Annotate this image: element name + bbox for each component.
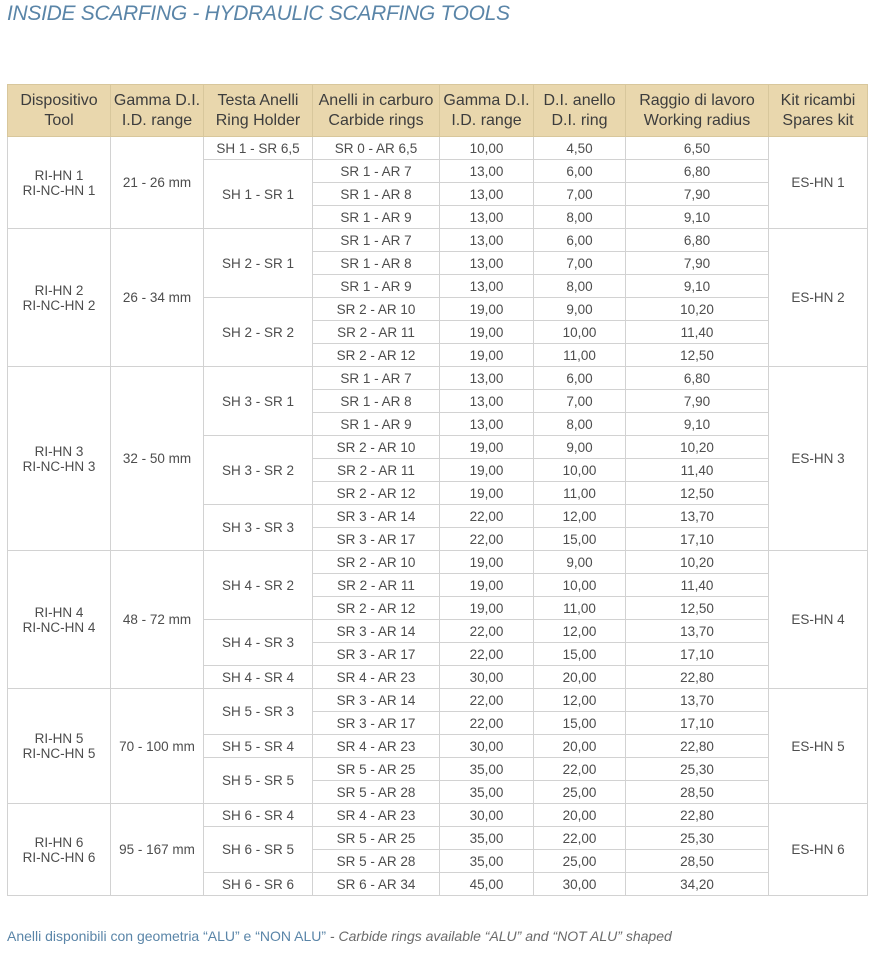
working-radius: 6,80 [626,367,769,390]
carbide-ring: SR 3 - AR 14 [313,505,440,528]
carbide-ring: SR 2 - AR 12 [313,344,440,367]
ring-id-range: 13,00 [440,390,534,413]
tool-code: RI-HN 3 [34,443,84,459]
working-radius: 25,30 [626,758,769,781]
tool-cell [8,137,111,229]
ring-id-range: 19,00 [440,597,534,620]
ring-inner-diameter: 20,00 [534,804,626,827]
working-radius: 12,50 [626,597,769,620]
working-radius: 25,30 [626,827,769,850]
ring-id-range: 19,00 [440,298,534,321]
ring-holder: SH 2 - SR 2 [204,298,313,367]
ring-inner-diameter: 12,00 [534,620,626,643]
ring-id-range: 22,00 [440,643,534,666]
working-radius: 28,50 [626,781,769,804]
ring-inner-diameter: 7,00 [534,183,626,206]
tool-code: RI-HN 4 [34,604,84,620]
ring-id-range: 22,00 [440,505,534,528]
ring-inner-diameter: 15,00 [534,528,626,551]
ring-holder: SH 4 - SR 3 [204,620,313,666]
carbide-ring: SR 1 - AR 7 [313,229,440,252]
ring-inner-diameter: 25,00 [534,781,626,804]
working-radius: 22,80 [626,804,769,827]
ring-holder: SH 1 - SR 1 [204,160,313,229]
working-radius: 17,10 [626,528,769,551]
ring-inner-diameter: 6,00 [534,229,626,252]
ring-id-range: 22,00 [440,620,534,643]
footnote [7,928,672,944]
ring-holder: SH 5 - SR 3 [204,689,313,735]
carbide-ring: SR 2 - AR 11 [313,321,440,344]
carbide-ring: SR 1 - AR 7 [313,160,440,183]
table-row [8,367,868,390]
ring-inner-diameter: 15,00 [534,643,626,666]
ring-inner-diameter: 10,00 [534,459,626,482]
working-radius: 34,20 [626,873,769,896]
ring-inner-diameter: 6,00 [534,367,626,390]
tool-code: RI-HN 1 [34,167,84,183]
ring-holder: SH 1 - SR 6,5 [204,137,313,160]
working-radius: 9,10 [626,275,769,298]
working-radius: 11,40 [626,574,769,597]
ring-id-range: 30,00 [440,804,534,827]
footnote-italian: Anelli disponibili con geometria “ALU” e “NON ALU” [7,928,327,944]
ring-inner-diameter: 8,00 [534,413,626,436]
carbide-ring: SR 2 - AR 12 [313,597,440,620]
carbide-ring: SR 4 - AR 23 [313,735,440,758]
ring-inner-diameter: 12,00 [534,689,626,712]
ring-inner-diameter: 22,00 [534,827,626,850]
tool-code: RI-HN 2 [34,282,84,298]
working-radius: 10,20 [626,298,769,321]
carbide-ring: SR 2 - AR 12 [313,482,440,505]
column-header [8,85,111,137]
carbide-ring: SR 5 - AR 25 [313,758,440,781]
ring-id-range: 19,00 [440,551,534,574]
working-radius: 13,70 [626,505,769,528]
carbide-ring: SR 4 - AR 23 [313,804,440,827]
ring-id-range: 22,00 [440,528,534,551]
working-radius: 11,40 [626,321,769,344]
carbide-ring: SR 1 - AR 8 [313,183,440,206]
ring-holder: SH 6 - SR 5 [204,827,313,873]
tool-code: RI-HN 6 [34,834,84,850]
ring-id-range: 35,00 [440,758,534,781]
ring-id-range: 13,00 [440,160,534,183]
tool-code: RI-HN 5 [34,731,84,746]
working-radius: 22,80 [626,666,769,689]
ring-holder: SH 4 - SR 4 [204,666,313,689]
tool-id-range: 95 - 167 mm [111,804,204,896]
carbide-ring: SR 3 - AR 17 [313,712,440,735]
working-radius: 6,80 [626,229,769,252]
tool-id-range: 48 - 72 mm [111,551,204,689]
working-radius: 13,70 [626,620,769,643]
working-radius: 6,50 [626,137,769,160]
page-title: INSIDE SCARFING - HYDRAULIC SCARFING TOOLS [7,2,510,25]
tool-code: RI-NC-HN 3 [22,458,96,474]
footnote-english: - Carbide rings available “ALU” and “NOT ALU” shaped [326,928,672,944]
tool-id-range: 26 - 34 mm [111,229,204,367]
ring-id-range: 19,00 [440,321,534,344]
carbide-ring: SR 2 - AR 10 [313,551,440,574]
ring-inner-diameter: 7,00 [534,252,626,275]
ring-id-range: 13,00 [440,413,534,436]
ring-id-range: 10,00 [440,137,534,160]
spares-kit: ES-HN 4 [769,551,868,689]
ring-inner-diameter: 8,00 [534,206,626,229]
table-row [8,137,868,160]
header-label-en: Ring Holder [215,111,301,129]
working-radius: 7,90 [626,252,769,275]
ring-inner-diameter: 4,50 [534,137,626,160]
working-radius: 6,80 [626,160,769,183]
carbide-ring: SR 2 - AR 11 [313,574,440,597]
spares-kit: ES-HN 5 [769,689,868,804]
working-radius: 9,10 [626,413,769,436]
table-row [8,804,868,827]
tool-code: RI-NC-HN 2 [22,297,96,313]
table-row [8,229,868,252]
carbide-ring: SR 3 - AR 14 [313,689,440,712]
working-radius: 17,10 [626,712,769,735]
ring-holder: SH 2 - SR 1 [204,229,313,298]
working-radius: 12,50 [626,344,769,367]
tool-code: RI-NC-HN 5 [22,746,96,761]
header-label-en: I.D. range [451,111,522,129]
working-radius: 28,50 [626,850,769,873]
working-radius: 7,90 [626,390,769,413]
ring-id-range: 19,00 [440,344,534,367]
ring-id-range: 13,00 [440,367,534,390]
carbide-ring: SR 2 - AR 11 [313,459,440,482]
ring-holder: SH 4 - SR 2 [204,551,313,620]
header-label-en: Carbide rings [328,111,424,129]
column-header [534,85,626,137]
table-row [8,551,868,574]
ring-inner-diameter: 20,00 [534,735,626,758]
ring-id-range: 22,00 [440,712,534,735]
ring-inner-diameter: 10,00 [534,321,626,344]
tool-id-range: 70 - 100 mm [111,689,204,804]
header-label-it: Kit ricambi [780,91,856,109]
working-radius: 7,90 [626,183,769,206]
ring-id-range: 35,00 [440,827,534,850]
carbide-ring: SR 6 - AR 34 [313,873,440,896]
ring-id-range: 19,00 [440,482,534,505]
ring-inner-diameter: 11,00 [534,597,626,620]
carbide-ring: SR 5 - AR 25 [313,827,440,850]
ring-inner-diameter: 25,00 [534,850,626,873]
working-radius: 10,20 [626,551,769,574]
carbide-ring: SR 1 - AR 8 [313,390,440,413]
ring-inner-diameter: 9,00 [534,551,626,574]
tool-cell [8,229,111,367]
table-row [8,689,868,712]
header-label-en: D.I. ring [551,111,608,129]
header-label-it: Anelli in carburo [318,91,434,109]
tool-code: RI-NC-HN 6 [22,849,96,865]
ring-id-range: 30,00 [440,666,534,689]
tool-id-range: 32 - 50 mm [111,367,204,551]
working-radius: 22,80 [626,735,769,758]
tool-code: RI-NC-HN 1 [22,182,96,198]
ring-inner-diameter: 10,00 [534,574,626,597]
header-label-it: Raggio di lavoro [639,91,755,109]
carbide-ring: SR 2 - AR 10 [313,298,440,321]
carbide-ring: SR 1 - AR 9 [313,413,440,436]
carbide-ring: SR 0 - AR 6,5 [313,137,440,160]
carbide-ring: SR 1 - AR 7 [313,367,440,390]
ring-holder: SH 3 - SR 1 [204,367,313,436]
ring-inner-diameter: 9,00 [534,298,626,321]
ring-inner-diameter: 15,00 [534,712,626,735]
spares-kit: ES-HN 6 [769,804,868,896]
working-radius: 10,20 [626,436,769,459]
ring-holder: SH 5 - SR 4 [204,735,313,758]
header-label-en: Working radius [643,111,751,129]
header-label-it: Testa Anelli [217,91,299,109]
ring-inner-diameter: 11,00 [534,482,626,505]
ring-inner-diameter: 6,00 [534,160,626,183]
ring-inner-diameter: 20,00 [534,666,626,689]
ring-id-range: 13,00 [440,252,534,275]
working-radius: 12,50 [626,482,769,505]
ring-holder: SH 5 - SR 5 [204,758,313,804]
spares-kit: ES-HN 3 [769,367,868,551]
ring-id-range: 45,00 [440,873,534,896]
ring-inner-diameter: 8,00 [534,275,626,298]
carbide-ring: SR 4 - AR 23 [313,666,440,689]
tool-cell [8,551,111,689]
column-header [626,85,769,137]
ring-inner-diameter: 22,00 [534,758,626,781]
working-radius: 13,70 [626,689,769,712]
table-header-row [8,85,868,137]
header-label-it: Gamma D.I. [113,91,201,109]
ring-id-range: 22,00 [440,689,534,712]
carbide-ring: SR 2 - AR 10 [313,436,440,459]
ring-holder: SH 3 - SR 2 [204,436,313,505]
tool-cell [8,689,111,804]
tool-id-range: 21 - 26 mm [111,137,204,229]
ring-id-range: 19,00 [440,459,534,482]
ring-inner-diameter: 12,00 [534,505,626,528]
column-header [769,85,868,137]
ring-id-range: 19,00 [440,574,534,597]
carbide-ring: SR 3 - AR 17 [313,528,440,551]
working-radius: 9,10 [626,206,769,229]
ring-inner-diameter: 7,00 [534,390,626,413]
ring-id-range: 30,00 [440,735,534,758]
ring-id-range: 13,00 [440,275,534,298]
carbide-ring: SR 3 - AR 14 [313,620,440,643]
tool-cell [8,804,111,896]
ring-id-range: 13,00 [440,183,534,206]
working-radius: 11,40 [626,459,769,482]
header-label-en: Spares kit [782,111,854,129]
header-label-it: Dispositivo [20,91,98,109]
carbide-ring: SR 1 - AR 9 [313,206,440,229]
scarfing-tools-table [7,84,868,896]
tool-cell [8,367,111,551]
ring-id-range: 35,00 [440,781,534,804]
spares-kit: ES-HN 2 [769,229,868,367]
ring-holder: SH 6 - SR 6 [204,873,313,896]
header-label-it: Gamma D.I. [443,91,530,109]
ring-id-range: 35,00 [440,850,534,873]
carbide-ring: SR 5 - AR 28 [313,850,440,873]
ring-inner-diameter: 11,00 [534,344,626,367]
carbide-ring: SR 3 - AR 17 [313,643,440,666]
header-label-en: I.D. range [121,111,193,129]
working-radius: 17,10 [626,643,769,666]
ring-id-range: 13,00 [440,229,534,252]
ring-holder: SH 6 - SR 4 [204,804,313,827]
carbide-ring: SR 5 - AR 28 [313,781,440,804]
ring-inner-diameter: 30,00 [534,873,626,896]
column-header [440,85,534,137]
ring-id-range: 19,00 [440,436,534,459]
column-header [313,85,440,137]
carbide-ring: SR 1 - AR 9 [313,275,440,298]
header-label-it: D.I. anello [543,91,616,109]
column-header [204,85,313,137]
header-label-en: Tool [44,111,74,129]
ring-id-range: 13,00 [440,206,534,229]
table-body [8,137,868,896]
ring-inner-diameter: 9,00 [534,436,626,459]
ring-holder: SH 3 - SR 3 [204,505,313,551]
tool-code: RI-NC-HN 4 [22,619,96,635]
column-header [111,85,204,137]
spares-kit: ES-HN 1 [769,137,868,229]
carbide-ring: SR 1 - AR 8 [313,252,440,275]
